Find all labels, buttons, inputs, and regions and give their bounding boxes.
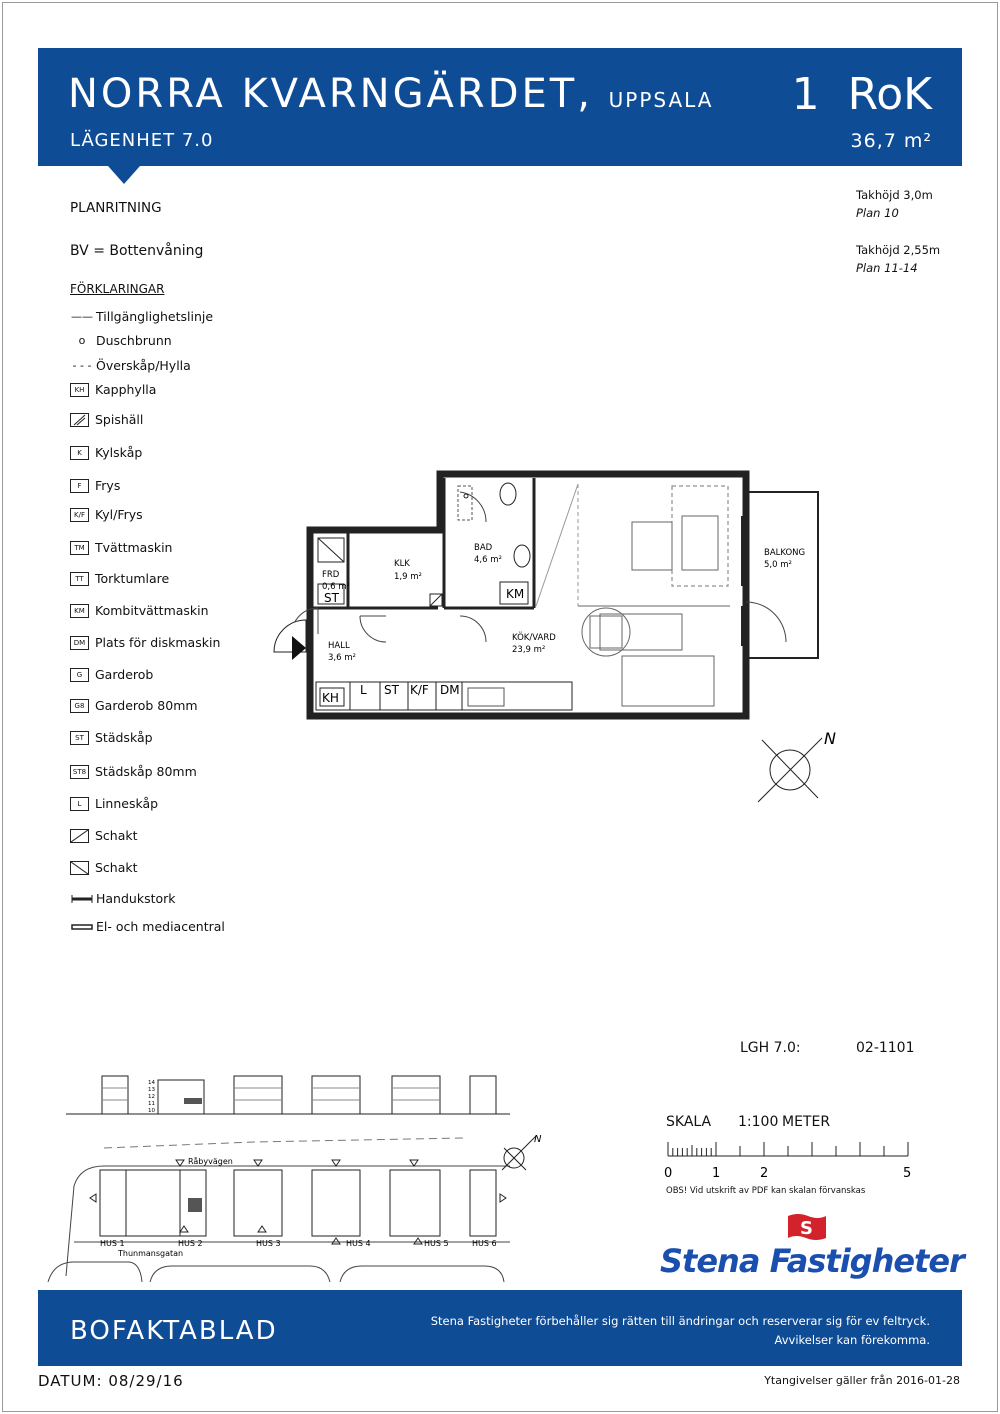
fixture-st: ST <box>324 591 339 605</box>
project-title <box>68 70 713 124</box>
legend-label: Handukstork <box>96 891 176 906</box>
scale-note: OBS! Vid utskrift av PDF kan skalan förvanskas <box>666 1186 866 1196</box>
plan-level-1: Plan 10 <box>856 206 899 220</box>
legend-label: Städskåp 80mm <box>95 764 197 779</box>
house-label: HUS 3 <box>256 1239 281 1248</box>
legend-item <box>70 860 138 875</box>
legend-item <box>70 445 142 460</box>
room-label-kok: KÖK/VARD <box>512 633 556 643</box>
apartment-label: LÄGENHET 7.0 <box>70 130 214 151</box>
house-label: HUS 5 <box>424 1239 449 1248</box>
floor-label: 12 <box>148 1094 155 1100</box>
legend-label: El- och mediacentral <box>96 919 225 934</box>
legend-label: Kapphylla <box>95 382 157 397</box>
datum-value: 08/29/16 <box>108 1372 184 1390</box>
shaft-icon <box>70 861 89 875</box>
logo-flag-letter: S <box>800 1218 813 1239</box>
room-count-number: 1 <box>791 69 820 120</box>
house-label: HUS 1 <box>100 1239 125 1248</box>
symbol-box: KH <box>70 383 89 397</box>
room-label-balkong: BALKONG <box>764 548 806 558</box>
lgh-label: LGH 7.0: <box>740 1040 801 1056</box>
legend-label: Schakt <box>95 828 138 843</box>
stove-icon <box>70 413 89 427</box>
site-plan <box>44 1066 564 1282</box>
header-banner <box>38 48 962 166</box>
floor-label: 14 <box>148 1080 155 1086</box>
legend-label: Garderob <box>95 667 154 682</box>
symbol-box: DM <box>70 636 89 650</box>
room-area-kok: 23,9 m² <box>512 645 546 655</box>
fixture-l: L <box>360 683 367 697</box>
legend-item <box>70 796 158 811</box>
scale-unit: METER <box>782 1114 831 1130</box>
symbol-box: G8 <box>70 699 89 713</box>
plan-level-2: Plan 11-14 <box>856 261 918 275</box>
legend-item <box>70 603 209 618</box>
legend-item <box>70 698 198 713</box>
legend-item <box>70 333 172 348</box>
towel-rail-icon <box>70 892 94 906</box>
room-count-type: RoK <box>847 69 932 120</box>
legend <box>70 282 330 934</box>
symbol-box: ST8 <box>70 765 89 779</box>
fixture-kh: KH <box>322 691 339 705</box>
room-area-hall: 3,6 m² <box>328 653 356 663</box>
legend-label: Duschbrunn <box>96 333 172 348</box>
symbol-box: L <box>70 797 89 811</box>
accessibility-line-symbol: —— <box>71 310 93 323</box>
footer-banner <box>38 1290 962 1366</box>
legend-label: Kyl/Frys <box>95 507 143 522</box>
north-compass-icon <box>752 726 844 806</box>
room-area-frd: 0,6 m² <box>322 582 350 592</box>
legend-label: Torktumlare <box>95 571 170 586</box>
site-compass-n: N <box>534 1134 542 1145</box>
validity-note: Ytangivelser gäller från 2016-01-28 <box>764 1374 960 1387</box>
legend-label: Garderob 80mm <box>95 698 198 713</box>
shaft-icon <box>70 829 89 843</box>
fixture-st-2: ST <box>384 683 399 697</box>
floor-plan <box>260 466 820 726</box>
footer-title: BOFAKTABLAD <box>70 1316 278 1346</box>
apartment-area: 36,7 m² <box>850 130 932 152</box>
project-city: UPPSALA <box>608 88 714 112</box>
room-area-balkong: 5,0 m² <box>764 560 792 570</box>
legend-label: Överskåp/Hylla <box>96 358 191 373</box>
legend-item <box>70 919 225 934</box>
room-label-klk: KLK <box>394 559 410 569</box>
fixture-km: KM <box>506 587 525 601</box>
bv-note: BV = Bottenvåning <box>70 243 204 259</box>
fixture-dm: DM <box>440 683 460 697</box>
legend-item <box>70 358 191 373</box>
disclaimer-line-1: Stena Fastigheter förbehåller sig rätten till ändringar och reserverar sig för ev feltryck. <box>430 1314 930 1328</box>
scale-tick: 1 <box>712 1166 721 1181</box>
footer-disclaimer <box>431 1312 930 1350</box>
legend-label: Tillgänglighetslinje <box>96 309 214 324</box>
lgh-number: 02-1101 <box>856 1040 915 1056</box>
legend-item <box>70 635 220 650</box>
scale-bar <box>660 1132 920 1182</box>
legend-item <box>70 891 176 906</box>
legend-item <box>70 667 153 682</box>
datum <box>38 1372 184 1390</box>
legend-item <box>70 309 213 324</box>
house-label: HUS 2 <box>178 1239 203 1248</box>
project-name: NORRA KVARNGÄRDET, <box>68 71 593 117</box>
room-area-klk: 1,9 m² <box>394 572 422 582</box>
plan-title: PLANRITNING <box>70 200 162 216</box>
scale-tick: 2 <box>760 1166 769 1181</box>
scale-tick: 5 <box>903 1166 912 1181</box>
legend-label: Spishäll <box>95 412 144 427</box>
drain-symbol: o <box>70 334 94 348</box>
legend-item <box>70 507 143 522</box>
legend-item <box>70 412 143 427</box>
street-rabyvagen: Råbyvägen <box>188 1157 233 1166</box>
legend-label: Frys <box>95 478 121 493</box>
header-pointer <box>108 166 140 184</box>
legend-item <box>70 828 138 843</box>
shelf-line-symbol: - - - <box>70 359 94 373</box>
house-label: HUS 4 <box>346 1239 371 1248</box>
symbol-box: KM <box>70 604 89 618</box>
legend-title: FÖRKLARINGAR <box>70 282 165 296</box>
fixture-kf: K/F <box>410 683 429 697</box>
legend-label: Plats för diskmaskin <box>95 635 221 650</box>
symbol-box: K/F <box>70 508 89 522</box>
disclaimer-line-2: Avvikelser kan förekomma. <box>774 1333 930 1347</box>
stena-flag-logo-icon <box>786 1212 828 1242</box>
compass-n-label: N <box>824 729 836 748</box>
legend-item <box>70 540 172 555</box>
room-label-frd: FRD <box>322 570 340 580</box>
media-central-icon <box>70 920 94 934</box>
stena-fastigheter-logo: Stena Fastigheter <box>660 1242 964 1280</box>
room-label-hall: HALL <box>328 641 350 651</box>
scale-tick: 0 <box>664 1166 673 1181</box>
legend-item <box>70 764 197 779</box>
symbol-box: G <box>70 668 89 682</box>
datum-label: DATUM: <box>38 1372 103 1390</box>
legend-label: Tvättmaskin <box>95 540 173 555</box>
legend-item <box>70 478 120 493</box>
scale-label: SKALA <box>666 1114 712 1130</box>
legend-item <box>70 382 156 397</box>
scale-ratio: 1:100 <box>738 1114 779 1130</box>
legend-label: Schakt <box>95 860 138 875</box>
legend-item <box>70 571 169 586</box>
house-label: HUS 6 <box>472 1239 497 1248</box>
room-label-bad: BAD <box>474 543 493 553</box>
legend-item <box>70 730 153 745</box>
symbol-box: TM <box>70 541 89 555</box>
floor-label: 13 <box>148 1087 155 1093</box>
room-area-bad: 4,6 m² <box>474 555 502 565</box>
floor-label: 10 <box>148 1108 155 1114</box>
symbol-box: TT <box>70 572 89 586</box>
symbol-box: K <box>70 446 89 460</box>
symbol-box: ST <box>70 731 89 745</box>
legend-label: Linneskåp <box>95 796 159 811</box>
floor-label: 11 <box>148 1101 155 1107</box>
street-thunmansgatan: Thunmansgatan <box>118 1249 184 1258</box>
room-count <box>792 70 932 120</box>
legend-label: Städskåp <box>95 730 153 745</box>
legend-label: Kylskåp <box>95 445 143 460</box>
ceiling-height-1: Takhöjd 3,0m <box>856 188 933 202</box>
legend-label: Kombitvättmaskin <box>95 603 209 618</box>
ceiling-height-2: Takhöjd 2,55m <box>856 243 941 257</box>
symbol-box: F <box>70 479 89 493</box>
